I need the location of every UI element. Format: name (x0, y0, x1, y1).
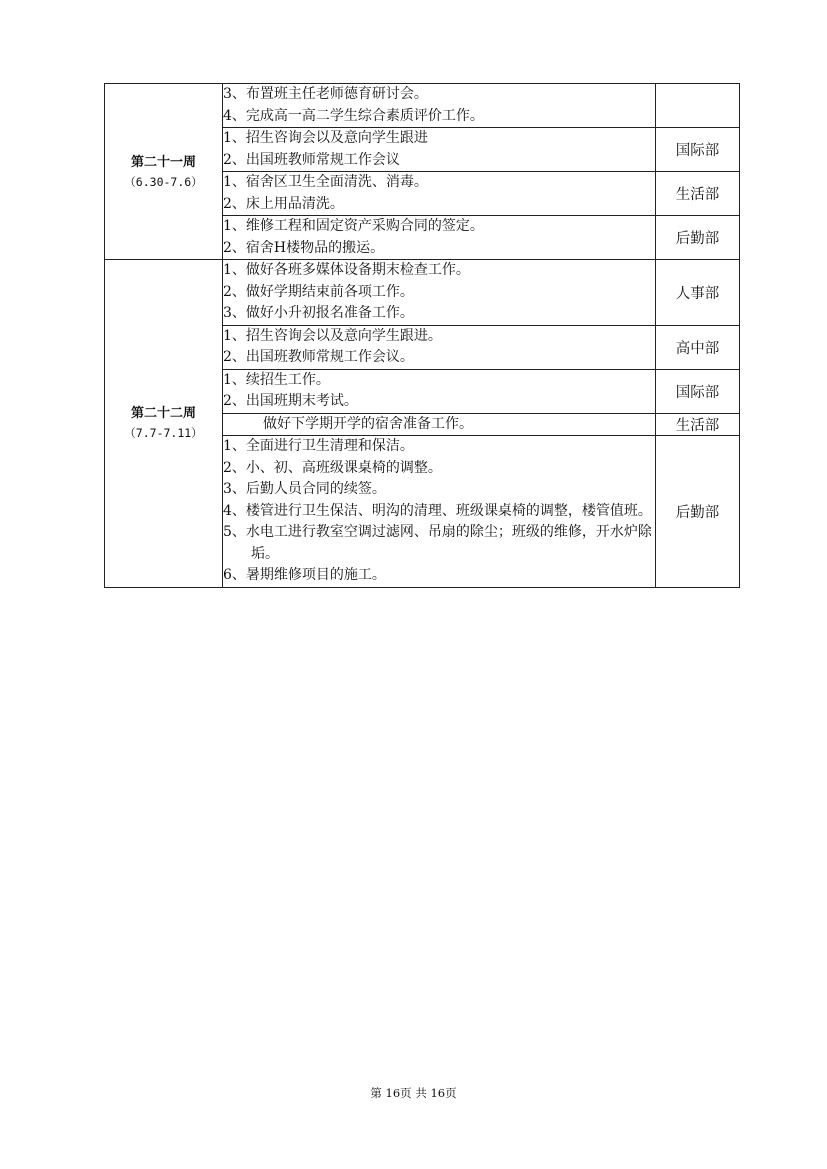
task-item: 3、做好小升初报名准备工作。 (223, 305, 414, 321)
week-date: （6.30-7.6） (124, 174, 203, 189)
task-cell (223, 216, 656, 260)
dept-cell: 生活部 (656, 413, 740, 436)
task-item: 2、出国班教师常规工作会议 (223, 151, 400, 168)
task-item: 2、小、初、高班级课桌椅的调整。 (223, 459, 442, 476)
task-cell (223, 436, 656, 588)
schedule-table (104, 83, 740, 588)
week-date: （7.7-7.11） (124, 426, 203, 441)
week-cell (105, 84, 223, 260)
task-item: 1、招生咨询会以及意向学生跟进 (223, 130, 428, 146)
page-footer: 第 16页 共 16页 (370, 1086, 457, 1100)
week-name: 第二十二周 (130, 406, 196, 422)
task-item: 2、出国班教师常规工作会议。 (223, 349, 414, 365)
task-cell (223, 128, 656, 172)
task-item: 1、续招生工作。 (223, 371, 330, 388)
dept-cell: 后勤部 (656, 436, 740, 588)
task-item: 1、招生咨询会以及意向学生跟进。 (223, 327, 442, 344)
task-cell (223, 413, 656, 436)
task-item: 4、完成高一高二学生综合素质评价工作。 (223, 107, 484, 124)
dept-cell: 高中部 (656, 325, 740, 369)
dept-cell: 国际部 (656, 369, 740, 413)
task-item: 2、床上用品清洗。 (223, 195, 344, 212)
task-cell (223, 325, 656, 369)
dept-cell: 人事部 (656, 260, 740, 326)
dept-cell: 生活部 (656, 172, 740, 216)
task-item: 1、宿舍区卫生全面清洗、消毒。 (223, 174, 428, 190)
table-row (105, 84, 740, 128)
task-item: 1、全面进行卫生清理和保洁。 (223, 438, 414, 454)
task-item: 2、出国班期末考试。 (223, 393, 358, 409)
dept-cell: 后勤部 (656, 216, 740, 260)
task-cell (223, 84, 656, 128)
task-item: 2、宿舍H楼物品的搬运。 (223, 239, 385, 256)
task-cell (223, 172, 656, 216)
task-cell (223, 260, 656, 326)
task-item: 4、楼管进行卫生保洁、明沟的清理、班级课桌椅的调整，楼管值班。 (223, 502, 652, 519)
task-item: 1、做好各班多媒体设备期末检查工作。 (223, 262, 470, 278)
task-item: 1、维修工程和固定资产采购合同的签定。 (223, 218, 484, 234)
task-item: 3、后勤人员合同的续签。 (223, 481, 386, 497)
task-item: 5、水电工进行教室空调过滤网、吊扇的除尘；班级的维修，开水炉除垢。 (223, 524, 652, 562)
week-name: 第二十一周 (130, 154, 196, 170)
table-row (105, 260, 740, 326)
dept-cell (656, 84, 740, 128)
task-item: 6、暑期维修项目的施工。 (223, 567, 386, 583)
week-cell (105, 260, 223, 588)
task-item: 3、布置班主任老师德育研讨会。 (223, 86, 428, 102)
task-cell (223, 369, 656, 413)
task-item: 2、做好学期结束前各项工作。 (223, 283, 414, 300)
dept-cell: 国际部 (656, 128, 740, 172)
task-item: 做好下学期开学的宿舍准备工作。 (263, 415, 473, 432)
